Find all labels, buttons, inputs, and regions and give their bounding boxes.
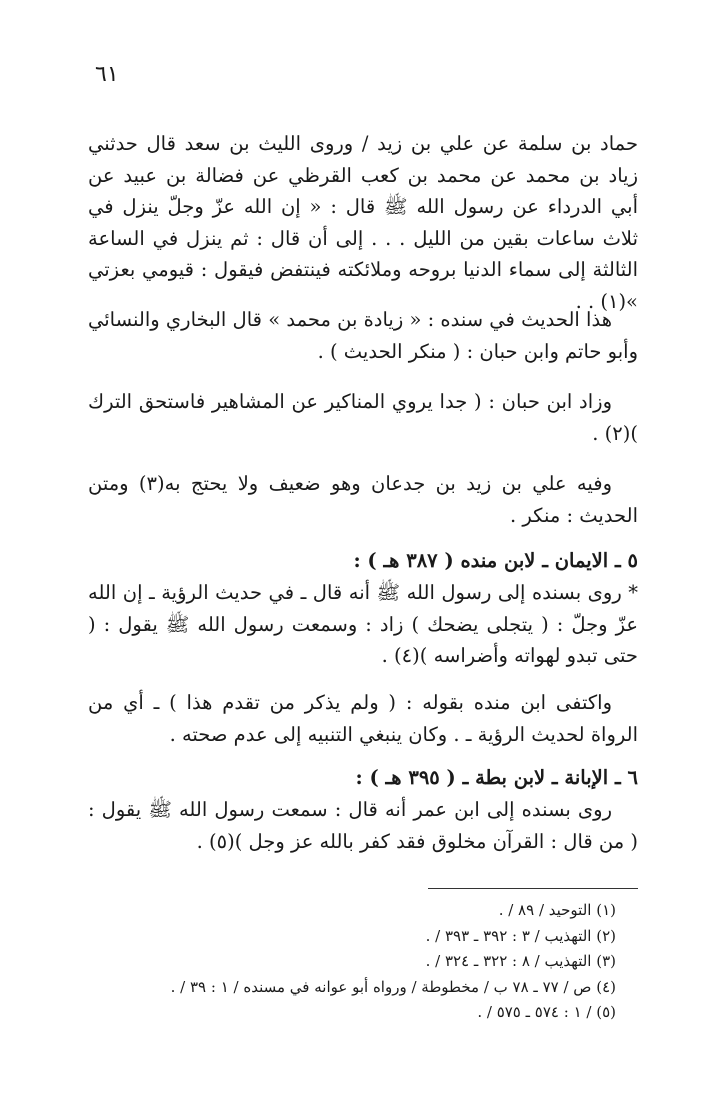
section-heading: ٥ ـ الايمان ـ لابن منده ( ٣٨٧ هـ ) :: [353, 549, 638, 572]
footnote-item: (١) التوحيد / ٨٩ / .: [498, 901, 616, 919]
paragraph-text: وزاد ابن حبان : ( جدا يروي المناكير عن المشاهير فاستحق الترك )(٢) .: [88, 390, 638, 445]
paragraph-text: * روى بسنده إلى رسول الله ﷺ أنه قال ـ في حديث الرؤية ـ إن الله عزّ وجلّ : ( يتجلى يضحك ) زاد : وسمعت رسول الله ﷺ يقول : ( حتى تبدو لهواته وأضراسه )(٤) .: [88, 581, 638, 667]
paragraph-sanad-critique: [88, 304, 638, 367]
footnote-item: (٣) التهذيب / ٨ : ٣٢٢ ـ ٣٢٤ / .: [425, 952, 616, 970]
paragraph-text: واكتفى ابن منده بقوله : ( ولم يذكر من تقدم هذا ) ـ أي من الرواة لحديث الرؤية ـ . وكان ينبغي التنبيه إلى عدم صحته .: [88, 691, 638, 746]
paragraph-text: هذا الحديث في سنده : « زيادة بن محمد » قال البخاري والنسائي وأبو حاتم وابن حبان : ( منكر الحديث ) .: [88, 308, 638, 363]
footnote-item: (٤) ص / ٧٧ ـ ٧٨ ب / مخطوطة / ورواه أبو عوانه في مسنده / ١ : ٣٩ / .: [170, 977, 616, 996]
paragraph-hadith-isnad: [88, 128, 638, 317]
footnotes: [88, 898, 638, 1026]
paragraph-text: حماد بن سلمة عن علي بن زيد / وروى الليث بن سعد قال حدثني زياد بن محمد عن محمد بن كعب القرظي عن فضالة بن عبيد عن أبي الدرداء عن رسول الله ﷺ قال : « إن الله عزّ وجلّ ينزل في ثلاث ساعات بقين من الليل . . . إلى أن قال : ثم ينزل في الساعة الثالثة إلى سماء الدنيا بروحه وملائكته فينتفض فيقول : قيومي بعزتي »(١) . .: [88, 132, 638, 313]
section-heading: ٦ ـ الإبانة ـ لابن بطة ـ ( ٣٩٥ هـ ) :: [355, 766, 638, 789]
section-heading-ibana: [88, 762, 638, 794]
footnote-item: (٢) التهذيب / ٣ : ٣٩٢ ـ ٣٩٣ / .: [425, 926, 616, 945]
paragraph-text: وفيه علي بن زيد بن جدعان وهو ضعيف ولا يحتج به(٣) ومتن الحديث : منكر .: [88, 472, 638, 527]
page-number: ٦١: [95, 62, 119, 87]
paragraph-ibn-judaan: [88, 468, 638, 531]
paragraph-text: روى بسنده إلى ابن عمر أنه قال : سمعت رسول الله ﷺ يقول : ( من قال : القرآن مخلوق فقد كفر بالله عز وجل )(٥) .: [88, 798, 638, 853]
paragraph-ruya: [88, 577, 638, 672]
paragraph-ibn-hibban: [88, 386, 638, 449]
footnote-item: (٥) / ١ : ٥٧٤ ـ ٥٧٥ / .: [477, 1003, 616, 1021]
paragraph-ibn-umar: [88, 794, 638, 857]
footnote-divider: [428, 888, 638, 889]
section-heading-iman: [88, 545, 638, 577]
paragraph-ibn-mandah: [88, 687, 638, 750]
